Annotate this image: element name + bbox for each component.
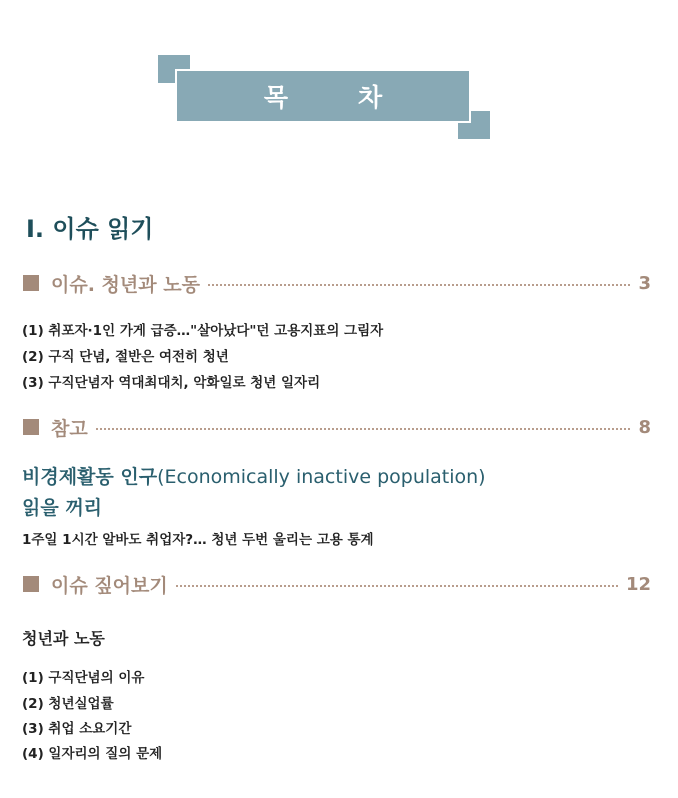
section-title: 이슈. 청년과 노동 [51, 273, 200, 296]
section-page-number: 12 [625, 573, 651, 595]
section-title: 이슈 짚어보기 [51, 574, 168, 597]
toc-title-char-1: 목 [263, 83, 288, 112]
toc-title-char-2: 차 [358, 83, 383, 112]
toc-item[interactable]: (4) 일자리의 질의 문제 [22, 746, 163, 762]
square-bullet-icon [23, 275, 39, 291]
toc-item[interactable]: (2) 구직 단념, 절반은 여전히 청년 [22, 349, 229, 365]
subsection-title: 청년과 노동 [22, 629, 105, 648]
square-bullet-icon [23, 576, 39, 592]
reference-term-english: (Economically inactive population) [157, 466, 486, 488]
reading-item[interactable]: 1주일 1시간 알바도 취업자?… 청년 두번 울리는 고용 통계 [22, 532, 374, 548]
toc-section-issue[interactable] [23, 270, 651, 296]
toc-item[interactable]: (3) 구직단념자 역대최대치, 악화일로 청년 일자리 [22, 375, 321, 391]
section-page-number: 8 [638, 416, 651, 438]
toc-section-issue-review[interactable] [23, 571, 651, 597]
toc-item[interactable]: (1) 취포자·1인 가게 급증…"살아났다"던 고용지표의 그림자 [22, 323, 384, 339]
square-bullet-icon [23, 419, 39, 435]
part-title: Ⅰ. 이슈 읽기 [26, 215, 154, 243]
reading-heading: 읽을 꺼리 [22, 497, 103, 519]
dotted-leader [96, 428, 631, 430]
dotted-leader [208, 284, 631, 286]
dotted-leader [176, 585, 618, 587]
section-page-number: 3 [638, 272, 651, 294]
toc-item[interactable]: (1) 구직단념의 이유 [22, 670, 145, 686]
toc-title [175, 69, 471, 123]
toc-section-reference[interactable] [23, 414, 651, 440]
section-title: 참고 [51, 417, 88, 440]
reference-term-korean: 비경제활동 인구 [22, 466, 158, 488]
toc-banner [158, 55, 490, 139]
reference-term-heading[interactable] [22, 462, 486, 489]
toc-item[interactable]: (2) 청년실업률 [22, 696, 114, 712]
toc-item[interactable]: (3) 취업 소요기간 [22, 721, 132, 737]
